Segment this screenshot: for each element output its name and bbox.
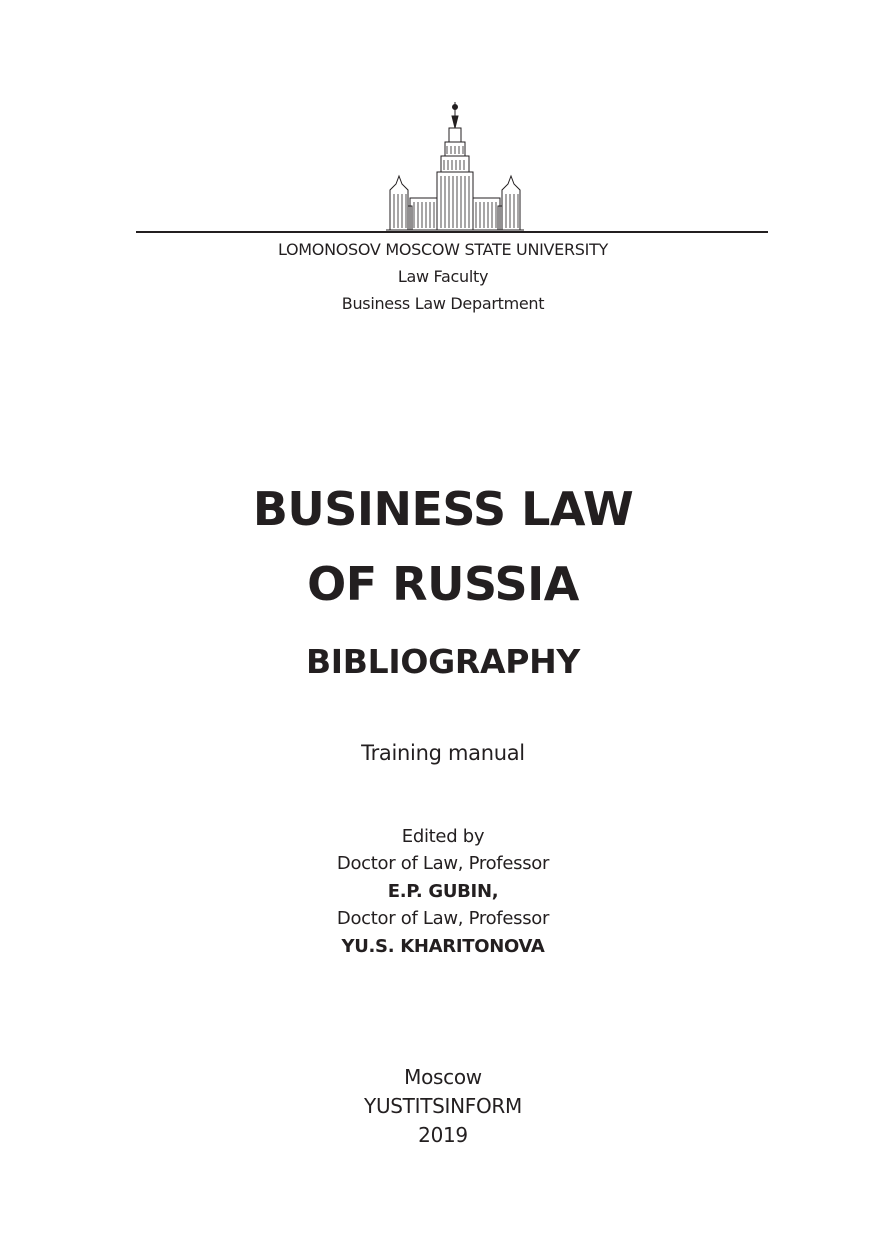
university-building-icon: [386, 102, 524, 232]
imprint-year: 2019: [418, 1123, 468, 1147]
book-subtitle: BIBLIOGRAPHY: [305, 642, 581, 681]
department-name: Business Law Department: [341, 294, 545, 313]
editor-1-name: E.P. GUBIN,: [387, 881, 499, 902]
imprint-publisher: YUSTITSINFORM: [364, 1094, 522, 1118]
publication-type: Training manual: [361, 741, 525, 765]
imprint-city: Moscow: [404, 1065, 482, 1089]
editor-2-name: YU.S. KHARITONOVA: [341, 936, 545, 957]
editor-1-degree: Doctor of Law, Professor: [336, 853, 550, 874]
university-name: LOMONOSOV MOSCOW STATE UNIVERSITY: [277, 240, 609, 259]
book-title-line-1: BUSINESS LAW: [252, 482, 634, 536]
editor-2-degree: Doctor of Law, Professor: [336, 908, 550, 929]
faculty-name: Law Faculty: [397, 267, 489, 286]
book-title-line-2: OF RUSSIA: [307, 557, 579, 611]
header-divider: [136, 231, 768, 233]
edited-by-label: Edited by: [401, 826, 485, 847]
